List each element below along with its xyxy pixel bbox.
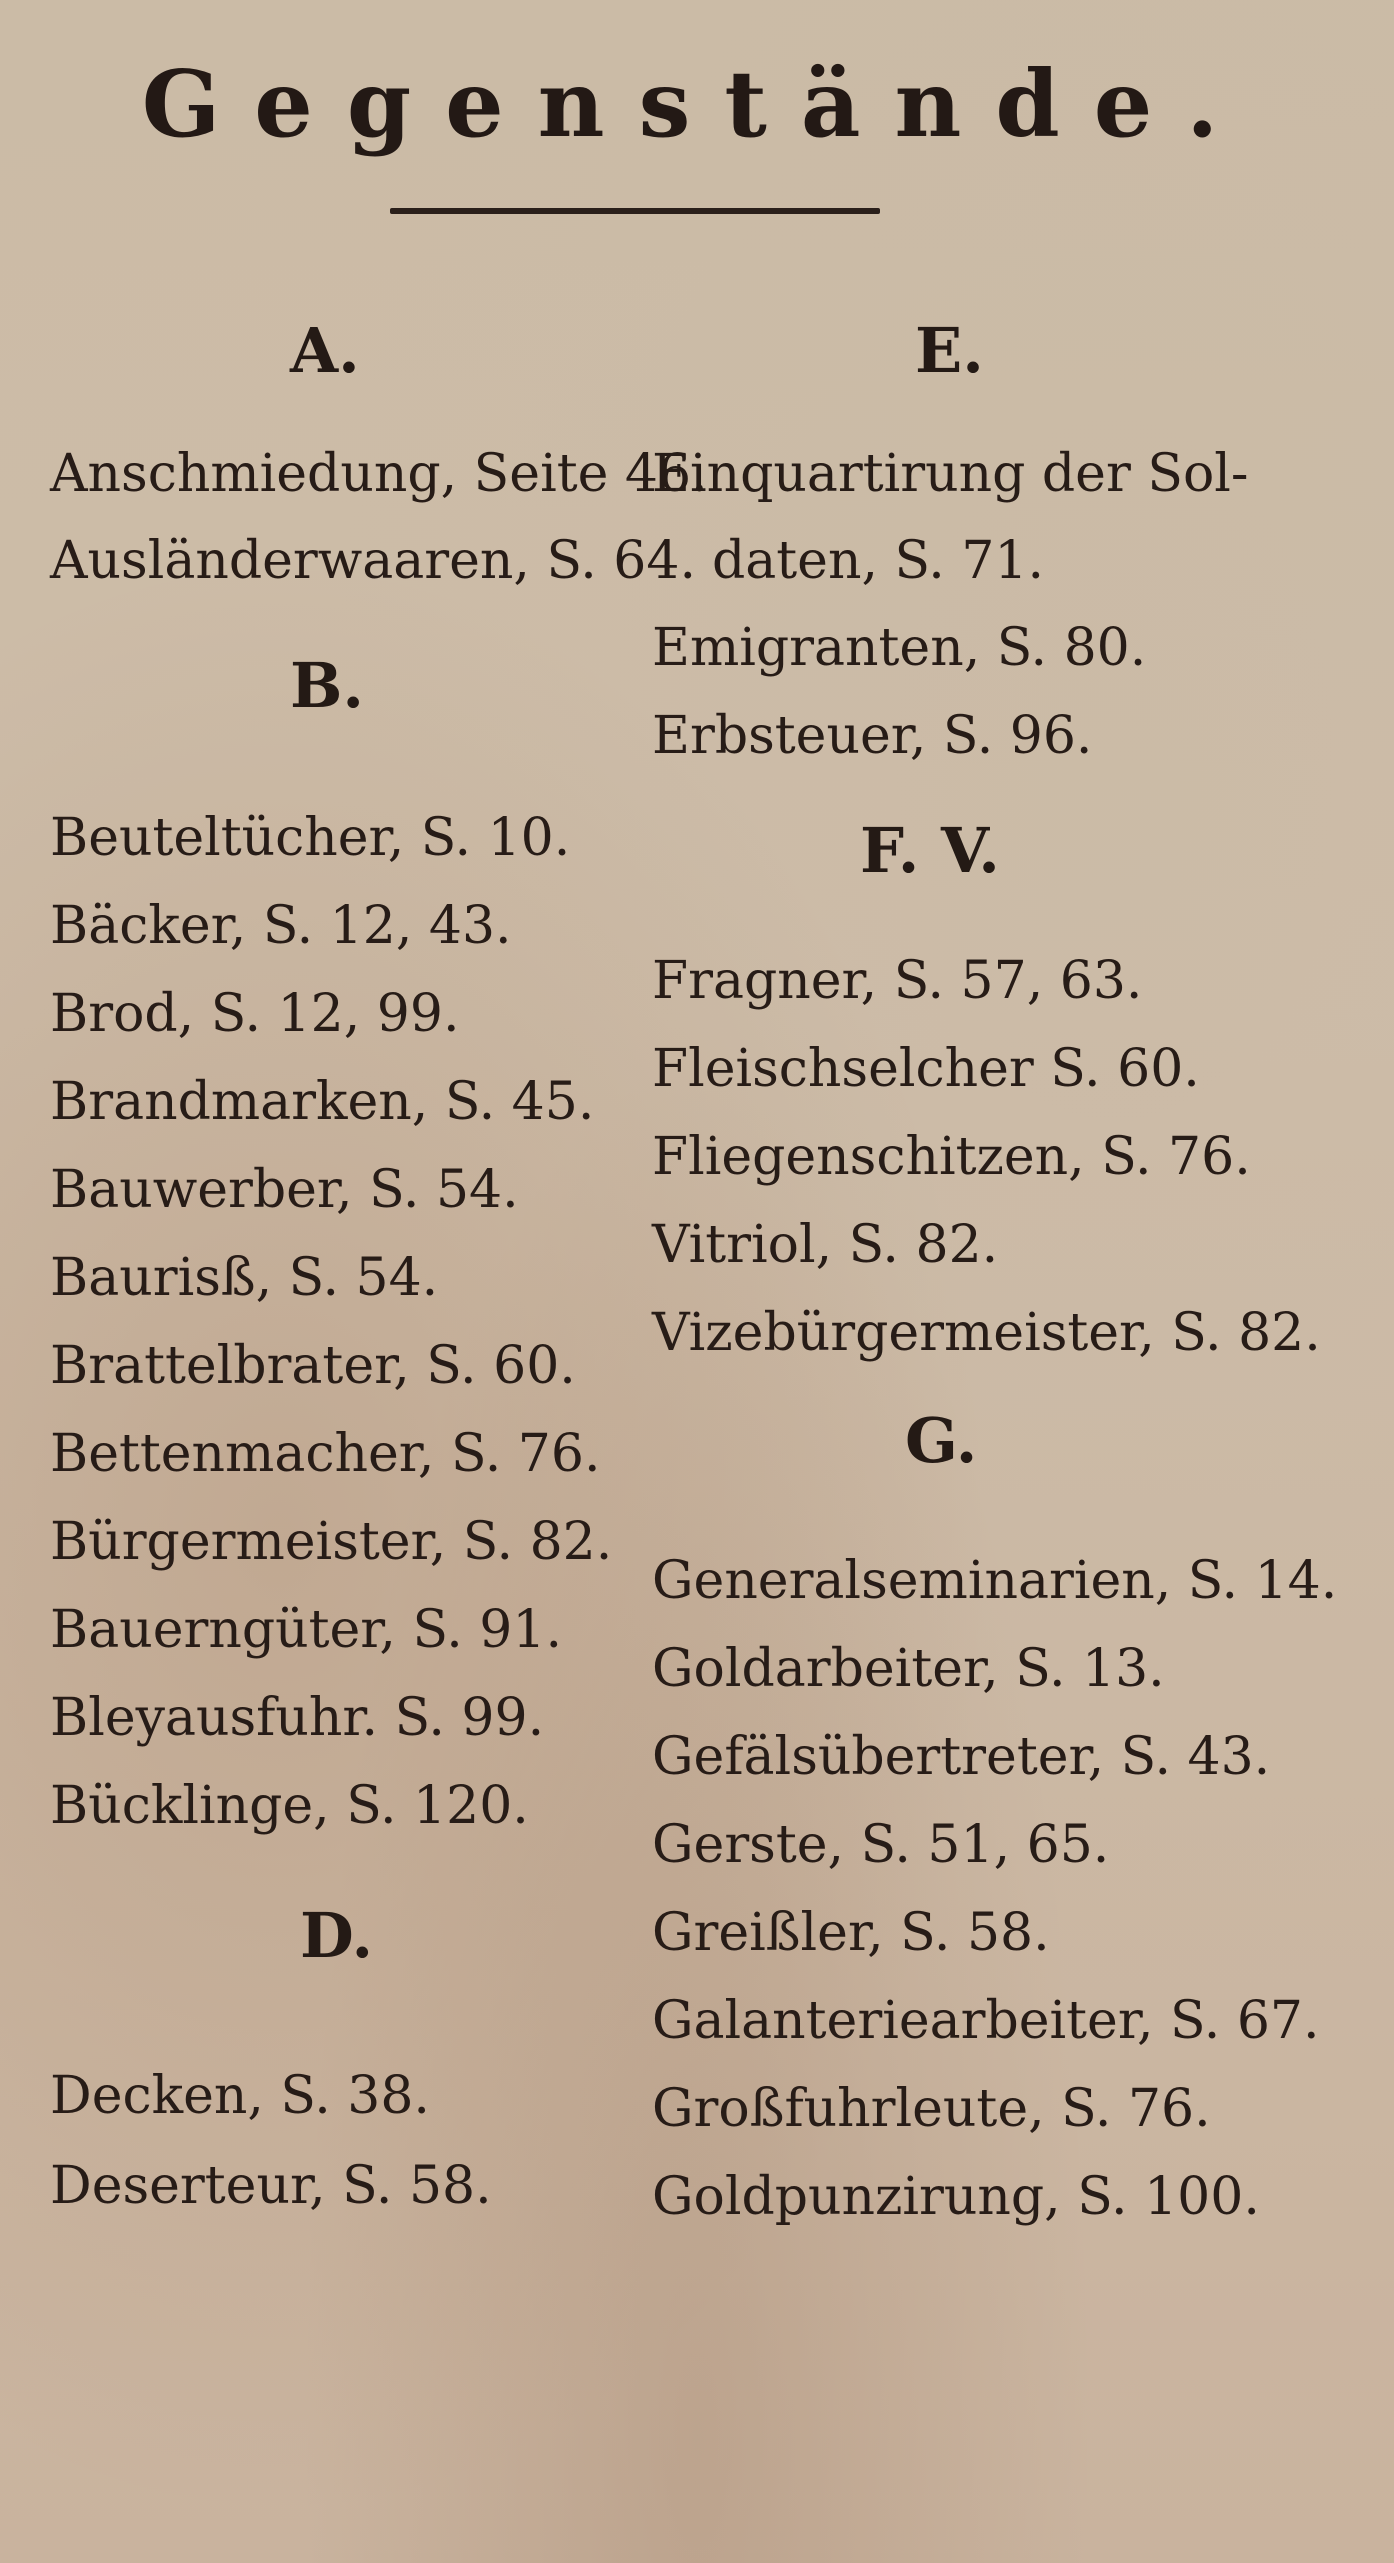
index-entry: Erbsteuer, S. 96.: [652, 706, 1093, 766]
section-letter-fv: F. V.: [860, 814, 1000, 887]
index-entry: Brandmarken, S. 45.: [50, 1072, 595, 1132]
section-letter-a: A.: [290, 314, 360, 387]
index-entry: Fragner, S. 57, 63.: [652, 951, 1143, 1011]
index-entry: Deserteur, S. 58.: [50, 2156, 492, 2216]
index-entry: Fleischselcher S. 60.: [652, 1039, 1200, 1099]
index-entry: Bücklinge, S. 120.: [50, 1776, 529, 1836]
section-letter-g: G.: [905, 1404, 978, 1477]
index-entry: Goldpunzirung, S. 100.: [652, 2167, 1260, 2227]
index-entry: Goldarbeiter, S. 13.: [652, 1639, 1165, 1699]
index-entry: Brod, S. 12, 99.: [50, 984, 460, 1044]
index-entry: Brattelbrater, S. 60.: [50, 1336, 576, 1396]
index-entry: Bettenmacher, S. 76.: [50, 1424, 601, 1484]
index-entry: Ausländerwaaren, S. 64.: [50, 531, 696, 591]
section-letter-b: B.: [290, 649, 364, 722]
index-entry: Gerste, S. 51, 65.: [652, 1815, 1110, 1875]
index-entry: Vitriol, S. 82.: [652, 1215, 999, 1275]
index-entry: Generalseminarien, S. 14.: [652, 1551, 1338, 1611]
index-entry: Einquartirung der Sol-: [652, 444, 1249, 504]
index-entry: Beuteltücher, S. 10.: [50, 808, 571, 868]
page-title: Gegenstände.: [141, 50, 1253, 158]
index-entry: Vizebürgermeister, S. 82.: [652, 1303, 1321, 1363]
index-entry: Bäcker, S. 12, 43.: [50, 896, 512, 956]
index-entry: Greißler, S. 58.: [652, 1903, 1050, 1963]
index-entry: Decken, S. 38.: [50, 2066, 430, 2126]
index-entry: Bleyausfuhr. S. 99.: [50, 1688, 545, 1748]
section-letter-e: E.: [915, 314, 984, 387]
index-entry: daten, S. 71.: [712, 531, 1045, 591]
index-entry: Gefälsübertreter, S. 43.: [652, 1727, 1271, 1787]
title-rule: [390, 208, 880, 214]
index-entry: Baurisß, S. 54.: [50, 1248, 439, 1308]
section-letter-d: D.: [300, 1899, 374, 1972]
index-entry: Galanteriearbeiter, S. 67.: [652, 1991, 1320, 2051]
index-entry: Bürgermeister, S. 82.: [50, 1512, 613, 1572]
index-entry: Bauwerber, S. 54.: [50, 1160, 519, 1220]
index-entry: Anschmiedung, Seite 46.: [50, 444, 708, 504]
index-entry: Fliegenschitzen, S. 76.: [652, 1127, 1251, 1187]
index-entry: Emigranten, S. 80.: [652, 618, 1147, 678]
index-entry: Großfuhrleute, S. 76.: [652, 2079, 1211, 2139]
index-entry: Bauerngüter, S. 91.: [50, 1600, 563, 1660]
